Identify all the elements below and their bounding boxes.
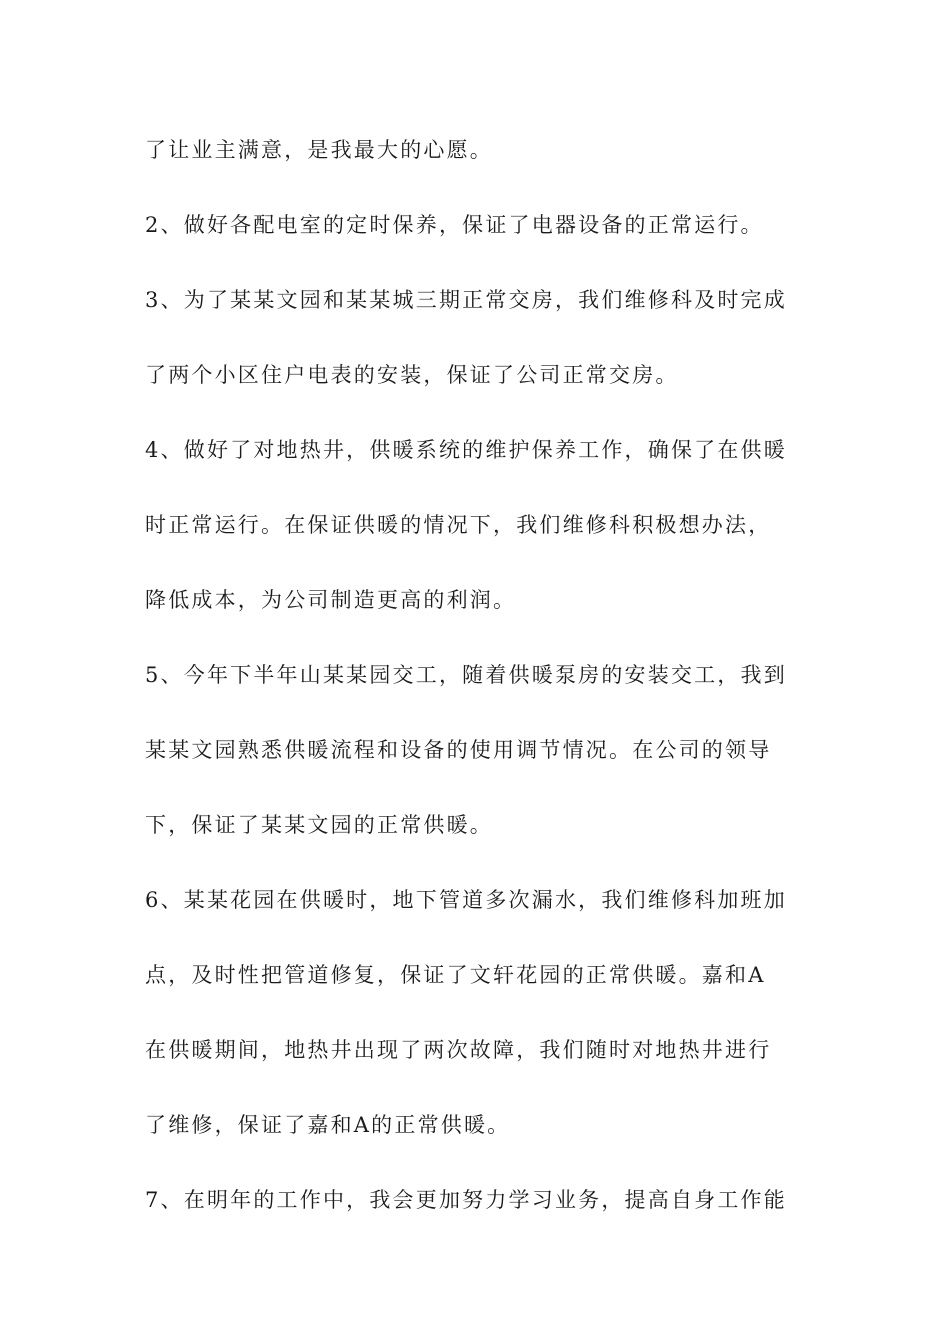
text-line: 7、在明年的工作中，我会更加努力学习业务，提高自身工作能 (145, 1188, 787, 1212)
text-line: 5、今年下半年山某某园交工，随着供暖泵房的安装交工，我到 (145, 663, 787, 687)
text-line: 4、做好了对地热井，供暖系统的维护保养工作，确保了在供暖 (145, 438, 787, 462)
text-line: 3、为了某某文园和某某城三期正常交房，我们维修科及时完成 (145, 288, 787, 312)
text-line: 点，及时性把管道修复，保证了文轩花园的正常供暖。嘉和A (145, 963, 766, 987)
text-line: 时正常运行。在保证供暖的情况下，我们维修科积极想办法， (145, 513, 772, 537)
text-line: 6、某某花园在供暖时，地下管道多次漏水，我们维修科加班加 (145, 888, 787, 912)
text-line: 降低成本，为公司制造更高的利润。 (145, 588, 517, 612)
text-line: 了让业主满意，是我最大的心愿。 (145, 138, 493, 162)
text-line: 2、做好各配电室的定时保养，保证了电器设备的正常运行。 (145, 213, 764, 237)
text-line: 了维修，保证了嘉和A的正常供暖。 (145, 1113, 511, 1137)
text-line: 某某文园熟悉供暖流程和设备的使用调节情况。在公司的领导 (145, 738, 772, 762)
text-line: 下，保证了某某文园的正常供暖。 (145, 813, 493, 837)
text-line: 在供暖期间，地热井出现了两次故障，我们随时对地热井进行 (145, 1038, 772, 1062)
text-line: 了两个小区住户电表的安装，保证了公司正常交房。 (145, 363, 679, 387)
